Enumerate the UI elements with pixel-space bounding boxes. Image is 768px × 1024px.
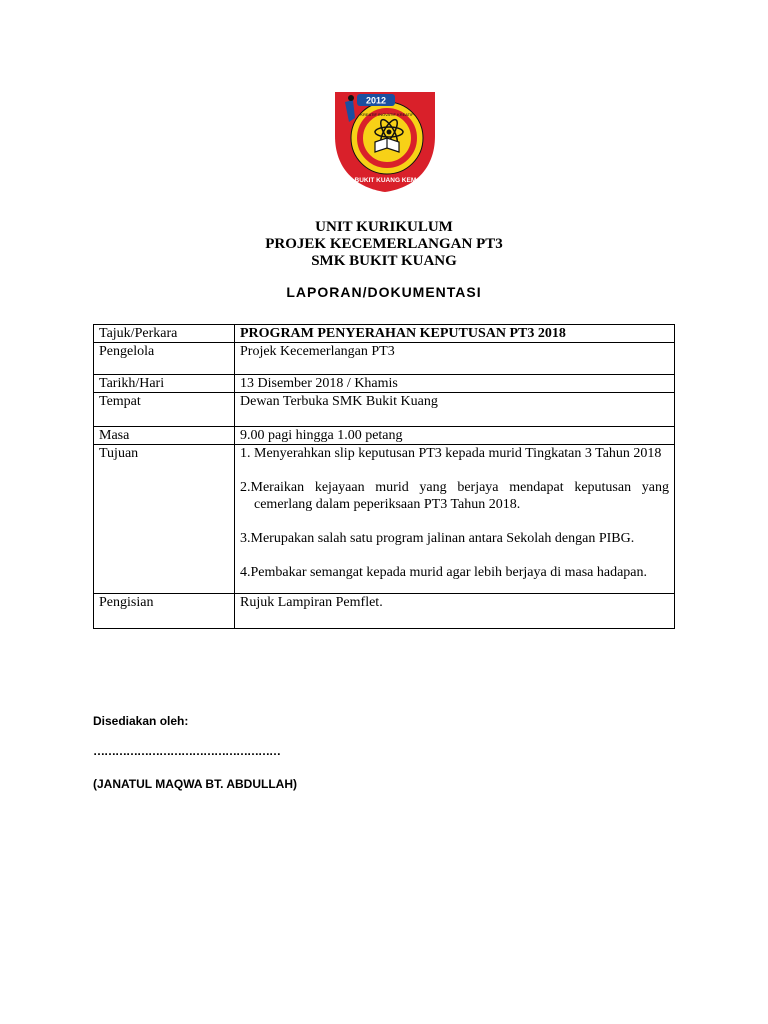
logo-motto: KREATIF INOVATIF KREATIF [360,112,414,117]
tujuan-item: 2.Meraikan kejayaan murid yang berjaya mendapat keputusan yang cemerlang dalam peperiksaan PT3 Tahun 2018. [240,480,669,512]
header-school: SMK BUKIT KUANG [311,253,457,269]
preparer-name: (JANATUL MAQWA BT. ABDULLAH) [93,777,297,791]
prepared-by-label: Disediakan oleh: [93,714,189,728]
row-tajuk [94,325,675,343]
signature-line: …………………………………………… [93,744,280,758]
tempat-value: Dewan Terbuka SMK Bukit Kuang [235,393,675,427]
row-tujuan [94,445,675,594]
tujuan-item: 4.Pembakar semangat kepada murid agar lebih berjaya di masa hadapan. [240,565,648,580]
tempat-label: Tempat [94,393,235,427]
masa-value: 9.00 pagi hingga 1.00 petang [235,427,675,445]
row-tempat [94,393,675,427]
pengisian-value: Rujuk Lampiran Pemflet. [235,594,675,629]
tujuan-label: Tujuan [94,445,235,594]
report-table [93,324,675,629]
row-pengisian [94,594,675,629]
school-logo [331,88,439,194]
tajuk-value: PROGRAM PENYERAHAN KEPUTUSAN PT3 2018 [235,325,675,343]
row-tarikh [94,375,675,393]
logo-school-ring: SMK BUKIT KUANG KEMAMAN [338,177,436,184]
tujuan-value [235,445,675,594]
document-title: LAPORAN/DOKUMENTASI [286,284,482,300]
masa-label: Masa [94,427,235,445]
pengisian-label: Pengisian [94,594,235,629]
header-unit: UNIT KURIKULUM [315,219,453,235]
row-pengelola [94,343,675,375]
pengelola-label: Pengelola [94,343,235,375]
pengelola-value: Projek Kecemerlangan PT3 [235,343,675,375]
tajuk-label: Tajuk/Perkara [94,325,235,343]
header-project: PROJEK KECEMERLANGAN PT3 [265,236,503,252]
row-masa [94,427,675,445]
tujuan-item: 3.Merupakan salah satu program jalinan antara Sekolah dengan PIBG. [240,531,635,546]
logo-year: 2012 [365,95,387,106]
tarikh-value: 13 Disember 2018 / Khamis [235,375,675,393]
tarikh-label: Tarikh/Hari [94,375,235,393]
tujuan-item: 1. Menyerahkan slip keputusan PT3 kepada murid Tingkatan 3 Tahun 2018 [240,446,662,461]
